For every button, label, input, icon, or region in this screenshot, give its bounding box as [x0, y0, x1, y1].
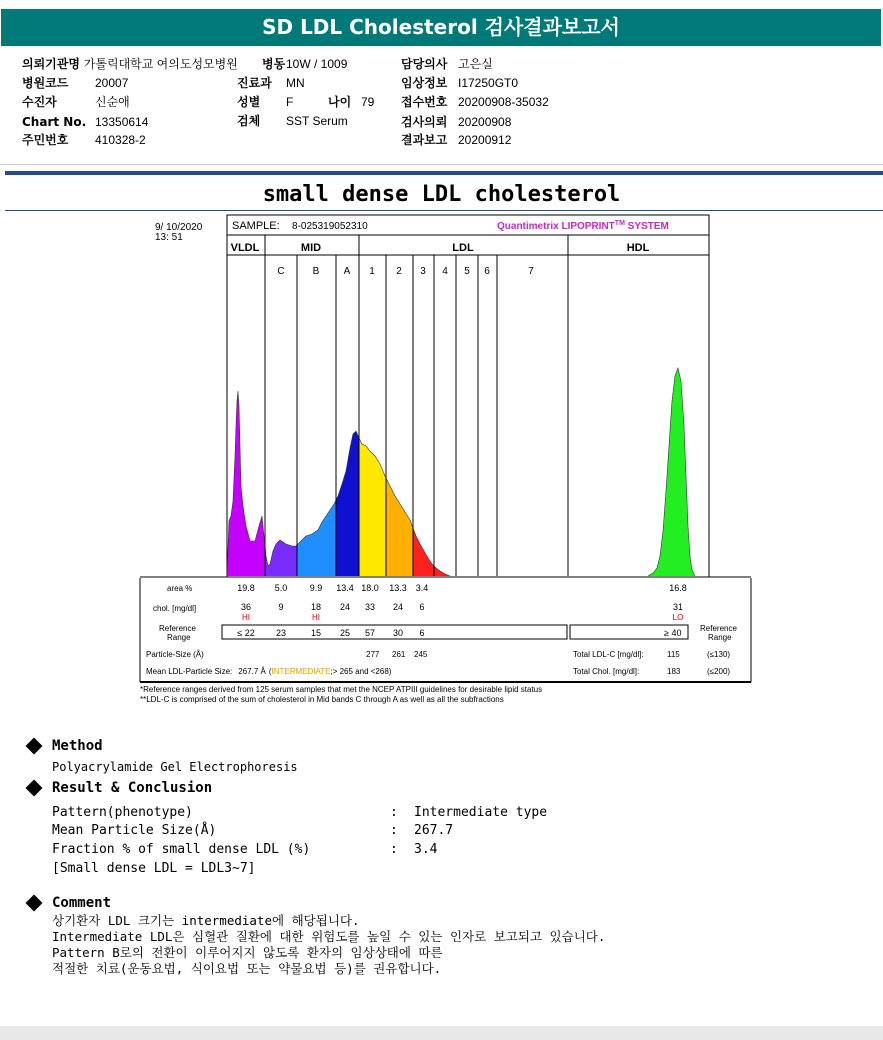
- area-value-a: 13.4: [336, 583, 354, 593]
- area-value-b: 9.9: [309, 583, 323, 593]
- band-label-2: 2: [396, 266, 402, 277]
- reference-right-label-2: Range: [708, 633, 732, 642]
- diamond-bullet-icon: [26, 895, 43, 912]
- ldl1-peak-area: [359, 438, 386, 576]
- request-date-value: 20200908: [458, 115, 512, 129]
- mid-b-peak-area: [297, 500, 336, 576]
- chol-value-a: 24: [339, 602, 351, 612]
- chart-date: 9/ 10/2020: [155, 222, 203, 233]
- method-heading: Method: [28, 738, 103, 754]
- doctor-label: 담당의사: [401, 57, 448, 71]
- diamond-bullet-icon: [26, 780, 43, 797]
- chol-value-ldl3: 6: [419, 602, 425, 612]
- result-value-2: 267.7: [414, 823, 454, 838]
- ldl2-peak-area: [386, 478, 413, 576]
- window-bottom-bar: [0, 1026, 883, 1040]
- group-label-mid: MID: [300, 242, 322, 254]
- mean-size-label: Mean LDL-Particle Size: 267.7 Å (INTERMEDIATE;> 265 and <268): [146, 667, 392, 676]
- vldl-peak-area: [227, 391, 265, 576]
- chol-value-b: 18: [310, 602, 322, 612]
- specimen-value: SST Serum: [286, 114, 348, 128]
- result-sep-2: :: [390, 823, 398, 838]
- hospital-label: 의뢰기관명: [22, 57, 80, 71]
- receipt-no-label: 접수번호: [401, 95, 448, 109]
- clinical-info-value: I17250GT0: [458, 76, 519, 90]
- info-chart-no: [22, 115, 86, 129]
- area-value-ldl1: 18.0: [361, 583, 379, 593]
- result-label-1: Pattern(phenotype): [52, 805, 193, 820]
- band-label-C: C: [277, 266, 285, 277]
- hdl-peak-area: [648, 368, 695, 576]
- band-label-B: B: [312, 266, 320, 277]
- doctor-value: 고은실: [458, 57, 493, 71]
- result-note: [Small dense LDL = LDL3~7]: [52, 861, 256, 876]
- reference-row-label-1: Reference: [159, 624, 196, 633]
- reference-value-hdl: ≥ 40: [664, 628, 682, 638]
- divider-bar: [5, 171, 883, 175]
- flag-hdl: LO: [672, 613, 684, 622]
- footnote-1: *Reference ranges derived from 125 serum samples that met the NCEP ATPIII guidelines for desirable lipid status: [140, 685, 543, 694]
- footnote-2: **LDL-C is comprised of the sum of cholesterol in Mid bands C through A as well as all the subfractions: [140, 695, 504, 704]
- lipoprint-chart: [0, 210, 883, 710]
- band-label-6: 6: [484, 266, 490, 277]
- patient-name-label: 수진자: [22, 95, 57, 109]
- particle-size-3: 245: [414, 650, 428, 659]
- chol-value-ldl1: 33: [364, 602, 376, 612]
- resident-no-value: 410328-2: [95, 133, 146, 147]
- brand-label: Quantimetrix LIPOPRINT™ SYSTEM: [497, 220, 669, 232]
- divider: [0, 164, 883, 165]
- chol-value-ldl2: 24: [392, 602, 404, 612]
- sex-value: F: [286, 95, 294, 109]
- result-sep-3: :: [390, 842, 398, 857]
- result-sep-1: :: [390, 805, 398, 820]
- chol-row-label: chol. [mg/dl]: [153, 604, 197, 613]
- ward-label: 병동: [262, 57, 286, 71]
- mid-a-peak-area: [336, 431, 359, 576]
- area-value-hdl: 16.8: [669, 583, 687, 593]
- area-row-label: area %: [167, 584, 193, 593]
- comment-line-4: 적절한 치료(운동요법, 식이요법 또는 약물요법 등)를 권유합니다.: [52, 961, 442, 976]
- sex-label: 성별: [237, 95, 261, 109]
- hospital-code-label: 병원코드: [22, 76, 69, 90]
- area-value-ldl3: 3.4: [415, 583, 429, 593]
- chol-value-vldl: 36: [240, 602, 252, 612]
- receipt-no-value: 20200908-35032: [458, 95, 549, 109]
- table-values: [237, 583, 687, 638]
- flag-vldl: HI: [242, 613, 250, 622]
- band-label-5: 5: [464, 266, 470, 277]
- sample-id: 8-025319052310: [292, 221, 368, 232]
- method-text: Polyacrylamide Gel Electrophoresis: [52, 760, 298, 774]
- result-heading: Result & Conclusion: [28, 780, 212, 796]
- chart-no-value: 13350614: [95, 115, 149, 129]
- chart-no-label: Chart No.: [22, 115, 87, 129]
- ldl3-peak-area: [413, 528, 450, 576]
- band-label-3: 3: [420, 266, 426, 277]
- clinical-info-label: 임상정보: [401, 76, 448, 90]
- mid-c-peak-area: [265, 540, 297, 576]
- result-value-1: Intermediate type: [414, 805, 548, 820]
- report-date-label: 결과보고: [401, 133, 448, 147]
- result-label-2: Mean Particle Size(Å): [52, 823, 217, 838]
- hospital-code-value: 20007: [95, 76, 129, 90]
- dept-label: 진료과: [237, 76, 272, 90]
- reference-value-a: 25: [339, 628, 351, 638]
- particle-size-2: 261: [392, 650, 406, 659]
- patient-name-value: 신순애: [95, 95, 130, 109]
- group-label-hdl: HDL: [626, 242, 650, 254]
- dept-value: MN: [286, 76, 305, 90]
- report-title: SD LDL Cholesterol 검사결과보고서: [1, 9, 881, 46]
- flag-b: HI: [312, 613, 320, 622]
- chol-value-c: 9: [278, 602, 284, 612]
- age-label: 나이: [328, 95, 352, 109]
- area-value-c: 5.0: [274, 583, 288, 593]
- diamond-bullet-icon: [26, 738, 43, 755]
- request-date-label: 검사의뢰: [401, 115, 448, 129]
- band-label-1: 1: [369, 266, 375, 277]
- info-patient-name: [22, 95, 57, 109]
- reference-right-label-1: Reference: [700, 624, 737, 633]
- result-value-3: 3.4: [414, 842, 438, 857]
- total-chol-ref: (≤200): [707, 667, 731, 676]
- section-title: small dense LDL cholesterol: [262, 182, 621, 207]
- total-ldl-value: 115: [667, 650, 680, 659]
- reference-value-vldl: ≤ 22: [237, 628, 255, 638]
- band-label-7: 7: [528, 266, 534, 277]
- reference-value-c: 23: [275, 628, 287, 638]
- total-ldl-label: Total LDL-C [mg/dl]:: [573, 650, 644, 659]
- chart-time: 13: 51: [155, 232, 183, 243]
- band-label-layer: [231, 242, 650, 277]
- report-date-value: 20200912: [458, 133, 512, 147]
- reference-value-b: 15: [310, 628, 322, 638]
- info-hospital-code: [22, 76, 68, 90]
- group-label-ldl: LDL: [452, 242, 474, 254]
- comment-line-3: Pattern B로의 전환이 이루어지지 않도록 환자의 임상상태에 따른: [52, 945, 443, 960]
- reference-value-ldl3: 6: [419, 628, 425, 638]
- comment-heading: Comment: [28, 895, 111, 911]
- result-label-3: Fraction % of small dense LDL (%): [52, 842, 311, 857]
- band-label-A: A: [343, 266, 351, 277]
- age-value: 79: [361, 95, 375, 109]
- sample-label: SAMPLE:: [232, 220, 280, 232]
- total-chol-label: Total Chol. [mg/dl]:: [573, 667, 640, 676]
- band-divider-layer: [265, 235, 568, 576]
- particle-size-1: 277: [366, 650, 380, 659]
- total-ldl-ref: (≤130): [707, 650, 731, 659]
- group-label-vldl: VLDL: [230, 242, 260, 254]
- reference-row-label-2: Range: [167, 633, 191, 642]
- area-value-vldl: 19.8: [237, 583, 255, 593]
- info-resident-no: [22, 133, 68, 147]
- particle-size-label: Particle-Size (Å): [146, 650, 204, 659]
- comment-line-1: 상기환자 LDL 크기는 intermediate에 해당됩니다.: [52, 913, 360, 928]
- ward-value: 10W / 1009: [286, 57, 348, 71]
- reference-value-ldl1: 57: [364, 628, 376, 638]
- plot-frame: [227, 235, 709, 577]
- total-chol-value: 183: [667, 667, 681, 676]
- info-hospital: [22, 57, 238, 71]
- specimen-label: 검체: [237, 114, 261, 128]
- area-value-ldl2: 13.3: [389, 583, 407, 593]
- chol-value-hdl: 31: [672, 602, 684, 612]
- hospital-value: 가톨릭대학교 여의도성모병원: [83, 57, 238, 71]
- reference-value-ldl2: 30: [392, 628, 404, 638]
- comment-line-2: Intermediate LDL은 심혈관 질환에 대한 위험도를 높일 수 있는 인자로 보고되고 있습니다.: [52, 929, 606, 944]
- resident-no-label: 주민번호: [22, 133, 69, 147]
- band-label-4: 4: [442, 266, 448, 277]
